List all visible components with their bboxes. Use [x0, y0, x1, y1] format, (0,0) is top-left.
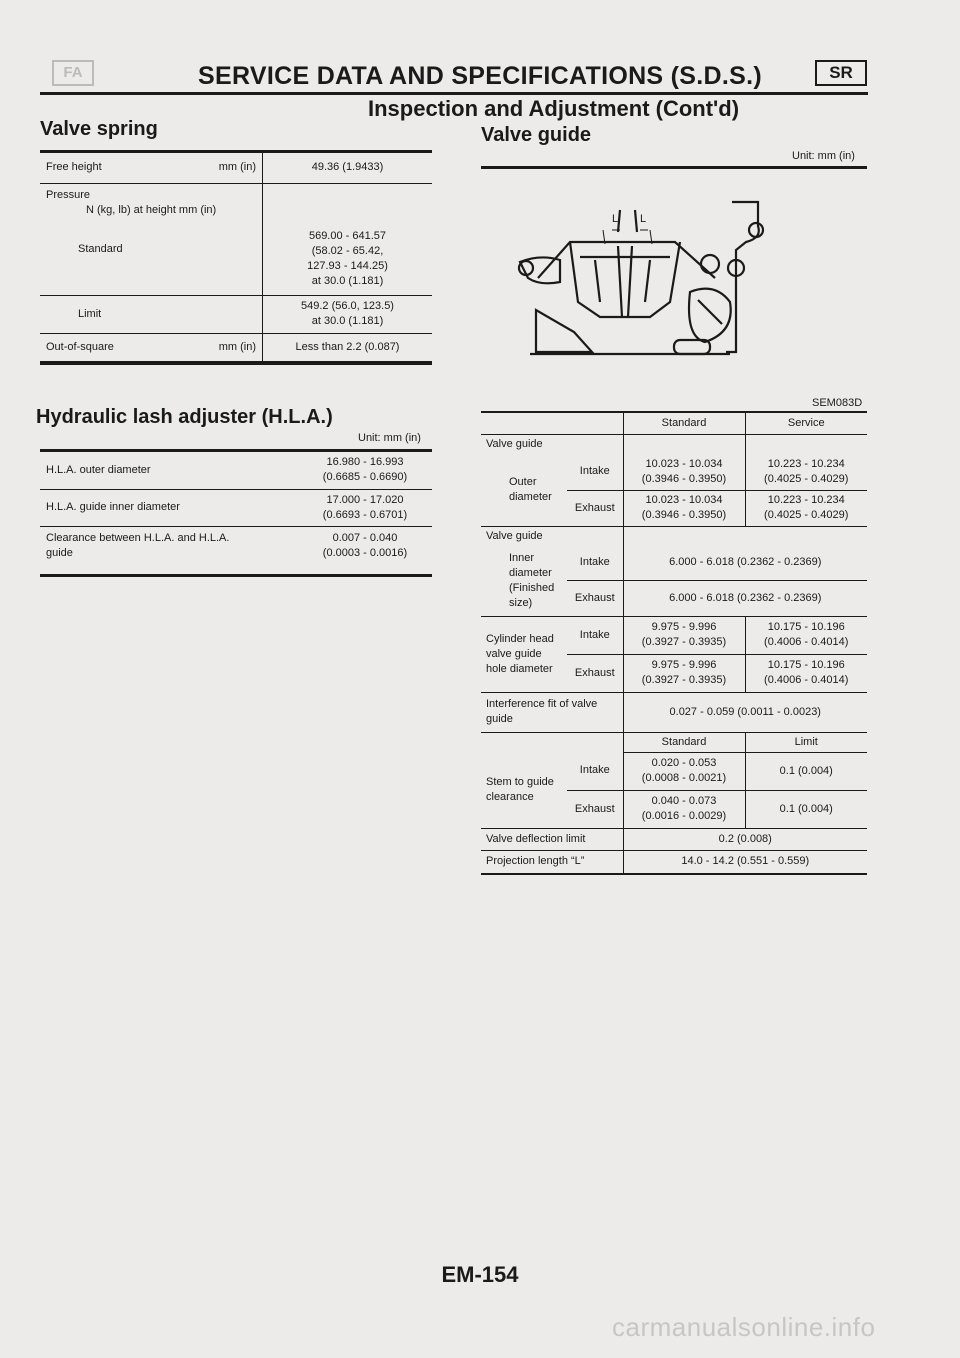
inner-intake-label: Intake — [567, 546, 623, 580]
inner-exhaust-label: Exhaust — [567, 580, 623, 616]
hla-outer-value-mm: 16.980 - 16.993 — [326, 456, 404, 469]
figure-code: SEM083D — [812, 397, 863, 409]
head-intake-srv: 10.175 - 10.196 — [767, 621, 845, 633]
section-tab-faded: FA — [52, 60, 94, 86]
inner-intake-value: 6.000 - 6.018 (0.2362 - 0.2369) — [623, 546, 867, 580]
standard-value-4: at 30.0 (1.181) — [311, 274, 384, 287]
interference-label-2: guide — [486, 713, 513, 725]
standard-value-1: 569.00 - 641.57 — [308, 229, 387, 242]
deflection-value: 0.2 (0.008) — [623, 828, 867, 850]
inner-exhaust-value: 6.000 - 6.018 (0.2362 - 0.2369) — [623, 580, 867, 616]
valve-guide-top-rule — [481, 166, 867, 169]
stem-exhaust-limit: 0.1 (0.004) — [745, 790, 867, 828]
valve-guide-title: Valve guide — [481, 124, 592, 146]
diagram-label-l: L — [612, 213, 619, 225]
out-of-square-value: Less than 2.2 (0.087) — [263, 333, 433, 361]
valve-guide-unit: Unit: mm (in) — [792, 150, 855, 162]
pressure-sub-label: N (kg, lb) at height mm (in) — [86, 203, 217, 216]
header-rule — [40, 92, 868, 95]
projection-value: 14.0 - 14.2 (0.551 - 0.559) — [623, 850, 867, 874]
standard-value-3: 127.93 - 144.25) — [307, 259, 388, 272]
inner-label-3: (Finished — [509, 581, 555, 594]
page-subtitle: Inspection and Adjustment (Cont'd) — [368, 96, 740, 121]
inner-label-1: Inner — [509, 551, 535, 564]
out-of-square-row — [40, 333, 432, 361]
stem-intake-label: Intake — [567, 752, 623, 790]
vg-inner-title-row — [481, 526, 867, 546]
hla-clearance-value-mm: 0.007 - 0.040 — [332, 532, 398, 545]
projection-label: Projection length “L” — [481, 850, 623, 874]
vg-outer-intake-row — [481, 454, 867, 490]
inner-label-4: size) — [509, 596, 533, 609]
deflection-label: Valve deflection limit — [481, 828, 623, 850]
standard-value-2: (58.02 - 65.42, — [311, 244, 384, 257]
outer-intake-srv: 10.223 - 10.234 — [767, 457, 845, 470]
outer-diameter-label: Outer diameter — [481, 454, 567, 526]
stem-intake-limit: 0.1 (0.004) — [745, 752, 867, 790]
free-height-row — [40, 153, 432, 183]
hla-guide-value-mm: 17.000 - 17.020 — [326, 493, 404, 506]
head-label-3: hole diameter — [486, 662, 553, 675]
hla-table — [40, 452, 432, 566]
hla-guide-value-in: (0.6693 - 0.6701) — [322, 508, 408, 521]
valve-guide-label-outer: Valve guide — [481, 434, 623, 454]
page-number: EM-154 — [441, 1262, 519, 1287]
hla-clearance-value-in: (0.0003 - 0.0016) — [322, 547, 408, 560]
hla-row-clearance — [40, 526, 432, 566]
vg-inner-intake-row — [481, 546, 867, 580]
stem-label-1: Stem to guide — [486, 775, 554, 788]
out-of-square-unit: mm (in) — [218, 340, 256, 353]
hla-row-outer — [40, 452, 432, 489]
vg-stem-header-row — [481, 732, 867, 752]
valve-guide-label-inner: Valve guide — [481, 526, 623, 546]
col-standard-header: Standard — [623, 412, 745, 434]
head-exhaust-std: 9.975 - 9.996 — [651, 659, 717, 671]
head-exhaust-srv-in: (0.4006 - 0.4014) — [764, 674, 849, 686]
col-service-header: Service — [745, 412, 867, 434]
outer-exhaust-srv: 10.223 - 10.234 — [767, 494, 845, 506]
hla-row-guide — [40, 489, 432, 526]
stem-intake-std: 0.020 - 0.053 — [651, 757, 717, 769]
outer-exhaust-label: Exhaust — [567, 490, 623, 526]
vg-head-intake-row — [481, 616, 867, 654]
outer-intake-std-in: (0.3946 - 0.3950) — [641, 472, 727, 485]
head-intake-srv-in: (0.4006 - 0.4014) — [764, 636, 849, 648]
stem-intake-std-in: (0.0008 - 0.0021) — [641, 772, 727, 784]
valve-guide-table — [481, 411, 867, 875]
stem-label-2: clearance — [486, 790, 534, 803]
pressure-standard-row — [40, 183, 432, 295]
hla-bottom-rule — [40, 574, 432, 577]
inner-label-2: diameter — [509, 566, 552, 579]
stem-exhaust-std-in: (0.0016 - 0.0029) — [641, 810, 727, 822]
limit-row — [40, 295, 432, 333]
engine-badge: SR — [815, 60, 867, 86]
limit-value-1: 549.2 (56.0, 123.5) — [301, 300, 394, 312]
hla-outer-label: H.L.A. outer diameter — [40, 452, 298, 489]
hla-clearance-label-2: guide — [46, 547, 73, 560]
outer-exhaust-std-in: (0.3946 - 0.3950) — [641, 509, 727, 521]
hla-outer-value-in: (0.6685 - 0.6690) — [322, 471, 408, 484]
outer-exhaust-srv-in: (0.4025 - 0.4029) — [764, 509, 849, 521]
valve-guide-diagram — [500, 182, 770, 372]
pressure-label: Pressure — [46, 188, 91, 201]
vg-header-row — [481, 412, 867, 434]
valve-spring-title: Valve spring — [40, 118, 158, 140]
vg-projection-row — [481, 850, 867, 874]
standard-label: Standard — [78, 242, 123, 255]
limit-label: Limit — [40, 295, 263, 333]
outer-exhaust-std: 10.023 - 10.034 — [645, 494, 723, 506]
stem-col-standard: Standard — [623, 732, 745, 752]
out-of-square-label: Out-of-square — [46, 340, 114, 353]
outer-intake-std: 10.023 - 10.034 — [645, 457, 723, 470]
free-height-value: 49.36 (1.9433) — [263, 153, 433, 183]
head-exhaust-label: Exhaust — [567, 654, 623, 692]
head-exhaust-srv: 10.175 - 10.196 — [767, 659, 845, 671]
hla-guide-label: H.L.A. guide inner diameter — [40, 489, 298, 526]
limit-value-2: at 30.0 (1.181) — [311, 315, 384, 327]
head-label-1: Cylinder head — [486, 632, 554, 645]
outer-intake-srv-in: (0.4025 - 0.4029) — [764, 472, 849, 485]
watermark: carmanualsonline.info — [612, 1312, 876, 1342]
diagram-label-l-2: L — [640, 213, 647, 225]
head-intake-std-in: (0.3927 - 0.3935) — [641, 636, 727, 648]
vg-deflection-row — [481, 828, 867, 850]
free-height-label: Free height — [46, 161, 102, 174]
stem-col-limit: Limit — [745, 732, 867, 752]
hla-clearance-label: Clearance between H.L.A. and H.L.A. — [46, 532, 230, 545]
head-intake-std: 9.975 - 9.996 — [651, 621, 717, 633]
outer-intake-label: Intake — [567, 454, 623, 490]
hla-title: Hydraulic lash adjuster (H.L.A.) — [36, 406, 333, 428]
interference-label-1: Interference fit of valve — [486, 698, 598, 710]
vg-stem-intake-row — [481, 752, 867, 790]
head-exhaust-std-in: (0.3927 - 0.3935) — [641, 674, 727, 686]
hla-unit: Unit: mm (in) — [358, 432, 421, 444]
vg-outer-title-row — [481, 434, 867, 454]
vg-interference-row — [481, 692, 867, 732]
stem-exhaust-label: Exhaust — [567, 790, 623, 828]
interference-value: 0.027 - 0.059 (0.0011 - 0.0023) — [623, 692, 867, 732]
page-header-title: SERVICE DATA AND SPECIFICATIONS (S.D.S.) — [198, 62, 762, 90]
head-label-2: valve guide — [486, 647, 542, 660]
free-height-unit: mm (in) — [218, 161, 256, 174]
valve-spring-bottom-rule — [40, 362, 432, 365]
valve-spring-table — [40, 153, 432, 362]
stem-exhaust-std: 0.040 - 0.073 — [651, 795, 717, 807]
head-intake-label: Intake — [567, 616, 623, 654]
